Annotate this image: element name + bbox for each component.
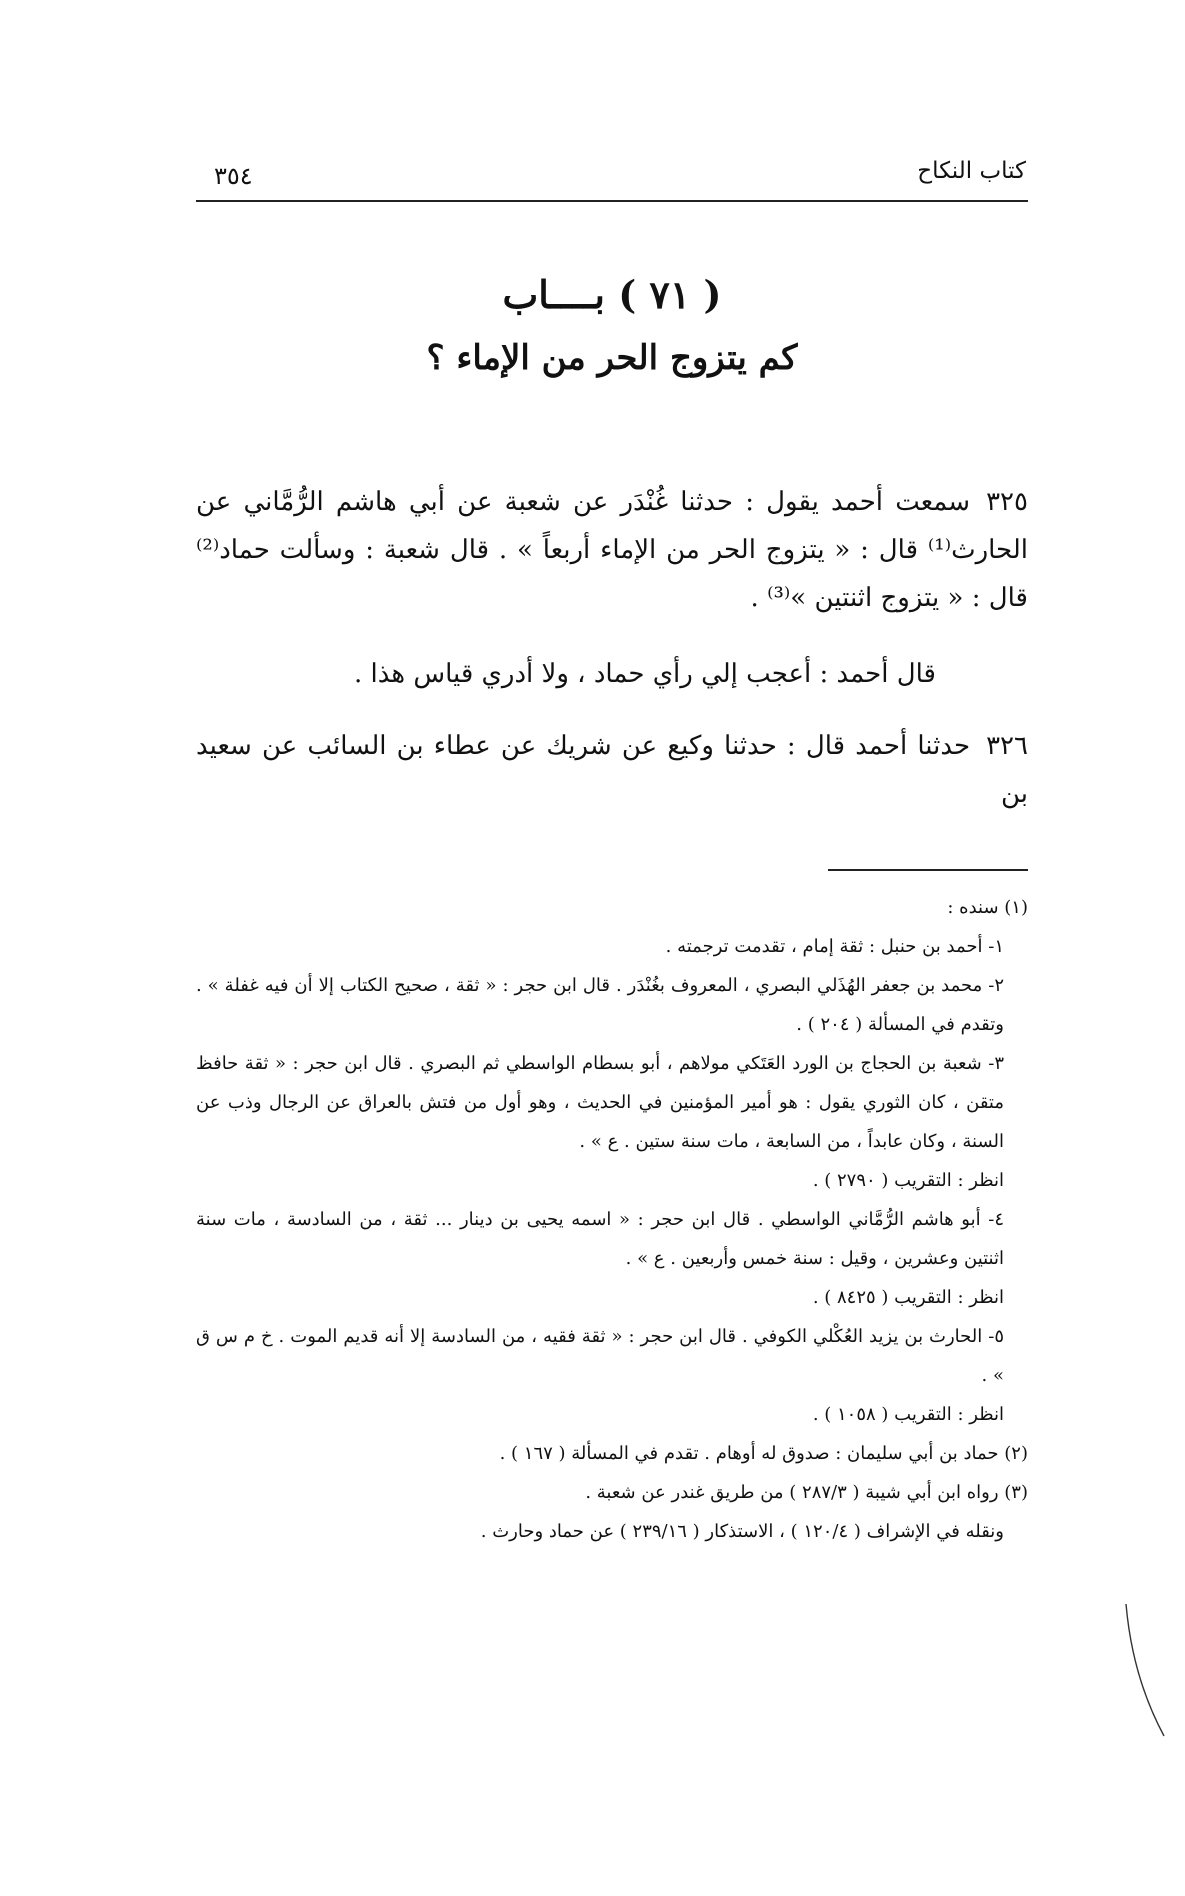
narration-number: ٣٢٥	[986, 487, 1028, 517]
chapter-subtitle: كم يتزوج الحر من الإماء ؟	[426, 338, 798, 378]
narration-number: ٣٢٦	[986, 731, 1028, 761]
footnote-line: انظر : التقريب ( ٢٧٩٠ ) .	[812, 1170, 1004, 1191]
ahmad-comment: قال أحمد : أعجب إلي رأي حماد ، ولا أدري قياس هذا .	[353, 659, 936, 689]
footnote-line: ١- أحمد بن حنبل : ثقة إمام ، تقدمت ترجمته .	[665, 936, 1004, 957]
book-title: كتاب النكاح	[917, 158, 1026, 184]
chapter-heading: ( ٧١ ) بــــاب	[502, 272, 722, 317]
footnote-divider	[828, 869, 1028, 871]
footnote-line: (٢) حماد بن أبي سليمان : صدوق له أوهام . تقدم في المسألة ( ١٦٧ ) .	[499, 1443, 1028, 1464]
footnote-line: ٥- الحارث بن يزيد العُكْلي الكوفي . قال ابن حجر : « ثقة فقيه ، من السادسة إلا أنه قديم الموت . خ م س ق » .	[196, 1326, 1004, 1386]
footnote-line: انظر : التقريب ( ٨٤٢٥ ) .	[812, 1287, 1004, 1308]
footnote-line: ٢- محمد بن جعفر الهُذَلي البصري ، المعروف بغُنْدَر . قال ابن حجر : « ثقة ، صحيح الكتاب إلا أن فيه غفلة » . وتقدم في المسألة ( ٢٠٤ ) .	[196, 975, 1004, 1035]
footnote-line: انظر : التقريب ( ١٠٥٨ ) .	[812, 1404, 1004, 1425]
footnote-line: ونقله في الإشراف ( ١٢٠/٤ ) ، الاستذكار ( ٢٣٩/١٦ ) عن حماد وحارث .	[480, 1521, 1004, 1542]
narration-326	[196, 722, 1028, 818]
narration-text: حدثنا أحمد قال : حدثنا وكيع عن شريك عن عطاء بن السائب عن سعيد بن	[196, 731, 1028, 809]
footnote-line: ٤- أبو هاشم الرُّمَّاني الواسطي . قال ابن حجر : « اسمه يحيى بن دينار ... ثقة ، من السادسة ، مات سنة اثنتين وعشرين ، وقيل : سنة خمس وأربعين . ع » .	[196, 1209, 1004, 1269]
scan-artifact-line	[1120, 1600, 1170, 1740]
page-number: ٣٥٤	[214, 162, 253, 190]
footnote-line: (٣) رواه ابن أبي شيبة ( ٢٨٧/٣ ) من طريق غندر عن شعبة .	[585, 1482, 1028, 1503]
footnote-line: ٣- شعبة بن الحجاج بن الورد العَتَكي مولاهم ، أبو بسطام الواسطي ثم البصري . قال ابن حجر : « ثقة حافظ متقن ، كان الثوري يقول : هو أمير المؤمنين في الحديث ، وهو أول من فتش بالعراق عن الرجال وذب عن السنة ، وكان عابداً ، من السابعة ، مات سنة ستين . ع » .	[196, 1053, 1004, 1152]
running-header	[196, 158, 1028, 202]
narration-325	[196, 478, 1028, 622]
footnote-line: (١) سنده :	[947, 897, 1028, 918]
narration-text: سمعت أحمد يقول : حدثنا غُنْدَر عن شعبة عن أبي هاشم الرُّمَّاني عن الحارث⁽¹⁾ قال : « يتزوج الحر من الإماء أربعاً » . قال شعبة : وسألت حماد⁽²⁾ قال : « يتزوج اثنتين »⁽³⁾ .	[196, 487, 1028, 613]
footnotes	[196, 888, 1028, 1551]
